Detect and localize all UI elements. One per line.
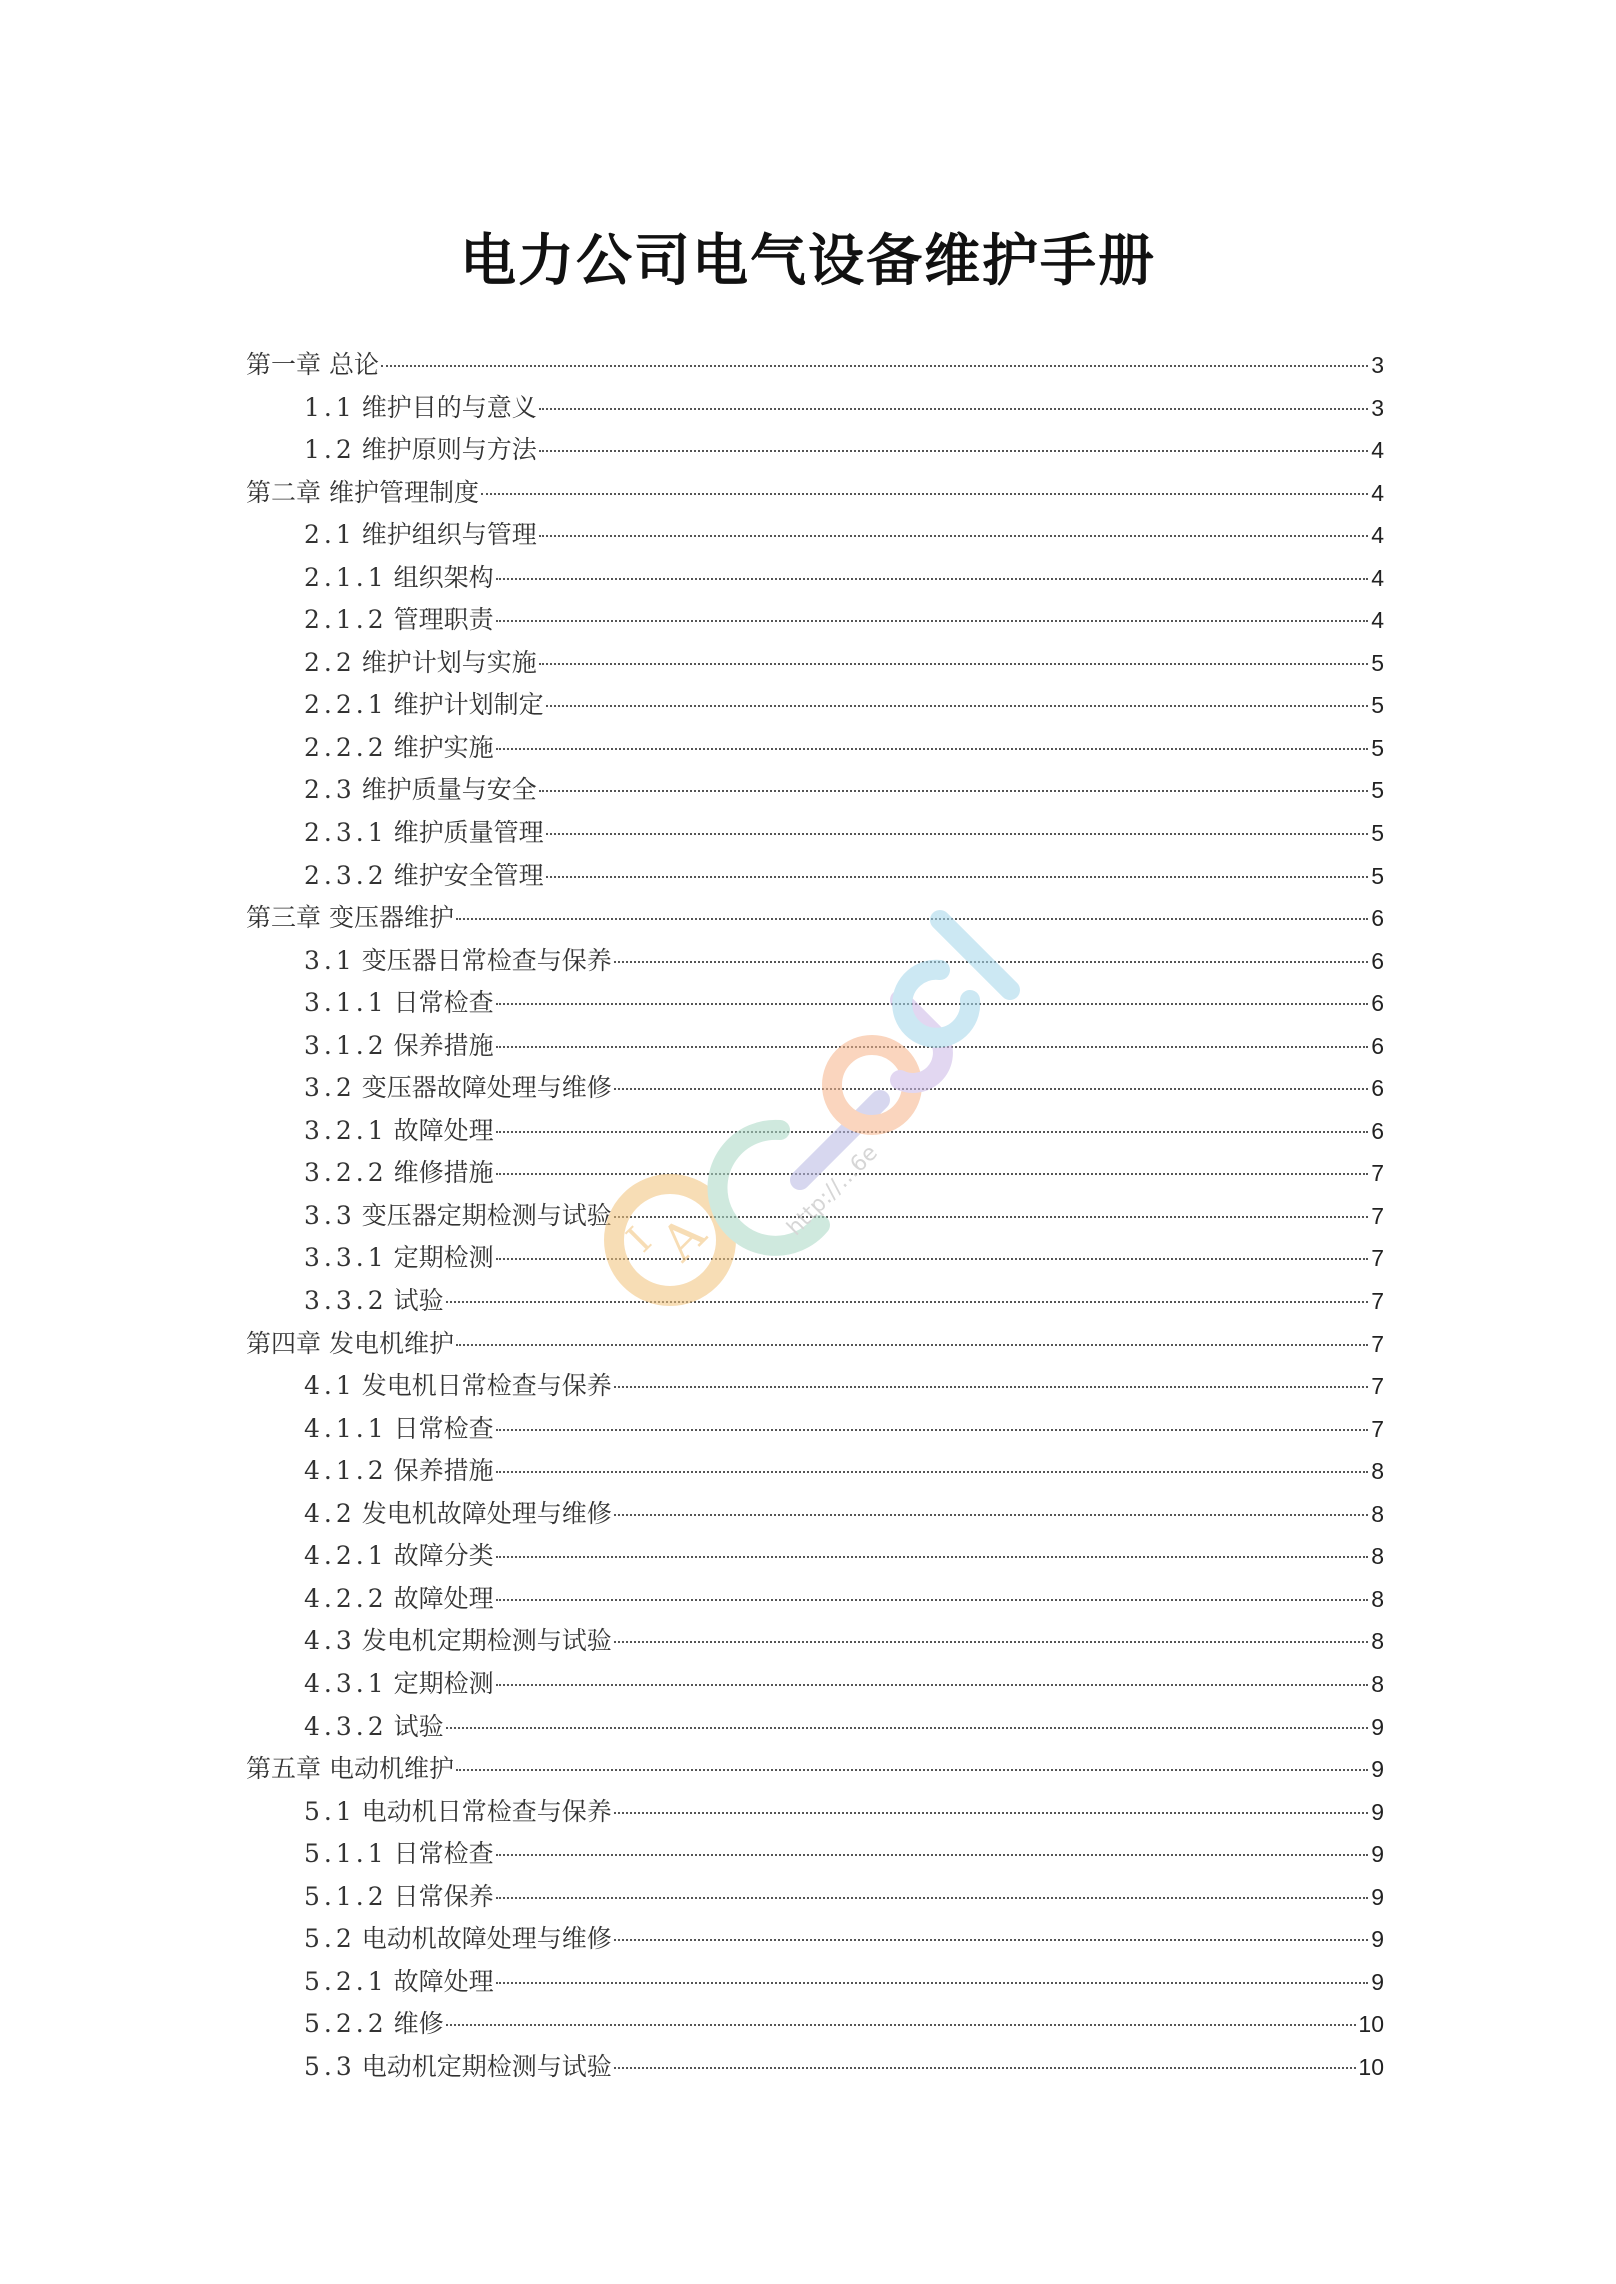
toc-page-number: 7 <box>1371 1415 1384 1442</box>
toc-entry-label: 电动机日常检查与保养 <box>361 1796 612 1826</box>
toc-entry-title <box>304 1365 612 1408</box>
toc-entry-title <box>304 429 537 472</box>
toc-entry[interactable] <box>246 1493 1384 1536</box>
toc-leader-dots <box>539 790 1368 792</box>
toc-entry[interactable] <box>246 727 1384 770</box>
toc-entry[interactable] <box>246 387 1384 430</box>
toc-entry-number: 5.2 <box>304 1924 356 1954</box>
toc-entry-title <box>304 1961 494 2004</box>
toc-entry-label: 维护计划制定 <box>393 690 544 720</box>
toc-page-number: 8 <box>1371 1543 1384 1570</box>
toc-entry-label: 维护质量与安全 <box>361 775 537 805</box>
toc-leader-dots <box>546 876 1368 878</box>
toc-entry[interactable] <box>246 940 1384 983</box>
toc-leader-dots <box>614 1386 1368 1388</box>
toc-entry[interactable] <box>246 1195 1384 1238</box>
toc-entry-title <box>304 1918 612 1961</box>
toc-entry[interactable] <box>246 1578 1384 1621</box>
toc-entry-title <box>304 2046 612 2089</box>
toc-page-number: 3 <box>1371 394 1384 421</box>
toc-entry-label: 第一章 总论 <box>246 350 379 379</box>
toc-entry-number: 3.1 <box>304 945 356 975</box>
toc-leader-dots <box>539 450 1368 452</box>
toc-leader-dots <box>496 578 1368 580</box>
toc-entry-number: 4.3 <box>304 1626 356 1656</box>
toc-entry-number: 5.3 <box>304 2051 356 2081</box>
toc-leader-dots <box>446 1301 1368 1303</box>
toc-leader-dots <box>496 1471 1368 1473</box>
toc-entry-label: 变压器定期检测与试验 <box>361 1200 612 1230</box>
toc-entry[interactable] <box>246 1365 1384 1408</box>
toc-entry-number: 2.1.2 <box>304 605 388 635</box>
toc-entry[interactable] <box>246 1067 1384 1110</box>
toc-leader-dots <box>496 1556 1368 1558</box>
toc-entry[interactable] <box>246 982 1384 1025</box>
toc-entry-title <box>304 1237 494 1280</box>
toc-entry-label: 发电机定期检测与试验 <box>361 1626 612 1656</box>
toc-entry[interactable] <box>246 514 1384 557</box>
toc-entry-number: 2.3 <box>304 775 356 805</box>
toc-entry[interactable] <box>246 1110 1384 1153</box>
toc-entry-number: 3.2 <box>304 1073 356 1103</box>
toc-entry-label: 日常检查 <box>393 988 494 1018</box>
toc-page-number: 7 <box>1371 1288 1384 1315</box>
watermark-letter-i: I <box>618 1218 660 1261</box>
toc-entry-title <box>304 1195 612 1238</box>
toc-leader-dots <box>496 748 1368 750</box>
toc-page-number: 10 <box>1358 2011 1384 2038</box>
toc-entry-label: 维修措施 <box>393 1158 494 1188</box>
toc-entry-title <box>304 1493 612 1536</box>
watermark-letter-a: A <box>650 1205 717 1272</box>
toc-entry-title <box>246 897 454 940</box>
toc-leader-dots <box>381 365 1368 367</box>
toc-entry-label: 故障处理 <box>393 1583 494 1613</box>
toc-entry-number: 2.2 <box>304 647 356 677</box>
toc-entry-number: 1.1 <box>304 392 356 422</box>
toc-leader-dots <box>614 1216 1368 1218</box>
toc-page-number: 4 <box>1371 564 1384 591</box>
toc-entry[interactable] <box>246 429 1384 472</box>
toc-leader-dots <box>546 833 1368 835</box>
toc-entry-label: 日常保养 <box>393 1881 494 1911</box>
toc-entry-title <box>304 1025 494 1068</box>
toc-page-number: 8 <box>1371 1585 1384 1612</box>
toc-entry-label: 电动机故障处理与维修 <box>361 1924 612 1954</box>
toc-leader-dots <box>481 493 1368 495</box>
toc-page-number: 5 <box>1371 692 1384 719</box>
toc-entry-number: 4.1 <box>304 1371 356 1401</box>
toc-entry-label: 定期检测 <box>393 1243 494 1273</box>
toc-page-number: 6 <box>1371 990 1384 1017</box>
toc-entry-number: 4.3.1 <box>304 1668 388 1698</box>
toc-entry-label: 电动机定期检测与试验 <box>361 2051 612 2081</box>
toc-entry[interactable] <box>246 1791 1384 1834</box>
toc-entry-label: 保养措施 <box>393 1030 494 1060</box>
toc-page-number: 4 <box>1371 522 1384 549</box>
toc-entry-title <box>246 1748 454 1791</box>
toc-page-number: 9 <box>1371 1968 1384 1995</box>
toc-leader-dots <box>539 535 1368 537</box>
toc-leader-dots <box>539 663 1368 665</box>
toc-entry[interactable] <box>246 472 1384 515</box>
toc-page-number: 6 <box>1371 947 1384 974</box>
toc-entry-label: 第四章 发电机维护 <box>246 1328 454 1358</box>
toc-entry-number: 2.3.2 <box>304 860 388 890</box>
toc-page-number: 4 <box>1371 607 1384 634</box>
toc-entry-label: 第三章 变压器维护 <box>246 903 454 933</box>
toc-page-number: 7 <box>1371 1160 1384 1187</box>
toc-leader-dots <box>446 1727 1368 1729</box>
toc-leader-dots <box>614 2067 1357 2069</box>
toc-entry[interactable] <box>246 812 1384 855</box>
toc-entry[interactable] <box>246 684 1384 727</box>
toc-entry[interactable] <box>246 1450 1384 1493</box>
toc-entry-label: 保养措施 <box>393 1456 494 1486</box>
toc-entry-number: 5.1.2 <box>304 1881 388 1911</box>
toc-entry-label: 维护原则与方法 <box>361 435 537 465</box>
toc-entry[interactable] <box>246 1025 1384 1068</box>
toc-entry-label: 日常检查 <box>393 1413 494 1443</box>
toc-entry-number: 4.2.2 <box>304 1583 388 1613</box>
toc-entry-label: 维护组织与管理 <box>361 520 537 550</box>
toc-entry-title <box>304 1578 494 1621</box>
toc-page-number: 9 <box>1371 1841 1384 1868</box>
toc-entry-title <box>304 1067 612 1110</box>
toc-entry-title <box>304 1791 612 1834</box>
toc-entry[interactable] <box>246 1918 1384 1961</box>
toc-entry-number: 5.2.2 <box>304 2009 388 2039</box>
toc-leader-dots <box>614 1939 1368 1941</box>
toc-entry-title <box>304 940 612 983</box>
toc-entry-title <box>304 1110 494 1153</box>
toc-entry[interactable] <box>246 1152 1384 1195</box>
toc-leader-dots <box>496 1982 1368 1984</box>
document-title: 电力公司电气设备维护手册 <box>460 229 1156 294</box>
toc-entry-label: 发电机日常检查与保养 <box>361 1371 612 1401</box>
toc-entry-number: 4.2.1 <box>304 1541 388 1571</box>
toc-page-number: 7 <box>1371 1202 1384 1229</box>
toc-entry-label: 维护安全管理 <box>393 860 544 890</box>
toc-entry-number: 3.2.1 <box>304 1115 388 1145</box>
toc-entry[interactable] <box>246 769 1384 812</box>
toc-leader-dots <box>456 1344 1368 1346</box>
toc-entry-label: 试验 <box>393 1711 444 1741</box>
toc-entry-label: 故障分类 <box>393 1541 494 1571</box>
table-of-contents <box>246 344 1384 2088</box>
toc-entry-title <box>304 1833 494 1876</box>
toc-entry-number: 5.2.1 <box>304 1966 388 1996</box>
toc-leader-dots <box>456 918 1368 920</box>
toc-entry[interactable] <box>246 1408 1384 1451</box>
toc-entry-title <box>304 727 494 770</box>
toc-page-number: 5 <box>1371 734 1384 761</box>
toc-entry-label: 维修 <box>393 2009 444 2039</box>
toc-entry-label: 第二章 维护管理制度 <box>246 477 479 507</box>
toc-entry-title <box>304 1620 612 1663</box>
toc-entry-number: 4.1.2 <box>304 1456 388 1486</box>
toc-page-number: 9 <box>1371 1756 1384 1783</box>
toc-entry[interactable] <box>246 1535 1384 1578</box>
toc-entry-title <box>304 387 537 430</box>
toc-entry[interactable] <box>246 642 1384 685</box>
toc-entry-title <box>304 1450 494 1493</box>
toc-entry-title <box>304 1663 494 1706</box>
toc-page-number: 5 <box>1371 649 1384 676</box>
toc-entry-title <box>304 557 494 600</box>
toc-leader-dots <box>614 1641 1368 1643</box>
toc-entry-number: 2.3.1 <box>304 818 388 848</box>
toc-entry[interactable] <box>246 1323 1384 1366</box>
toc-page-number: 9 <box>1371 1713 1384 1740</box>
toc-leader-dots <box>496 1684 1368 1686</box>
toc-entry-title <box>304 769 537 812</box>
toc-leader-dots <box>446 2024 1357 2026</box>
toc-entry-title <box>304 1408 494 1451</box>
toc-entry[interactable] <box>246 344 1384 387</box>
toc-entry-title <box>304 599 494 642</box>
toc-leader-dots <box>546 705 1368 707</box>
toc-page-number: 8 <box>1371 1670 1384 1697</box>
toc-page-number: 9 <box>1371 1926 1384 1953</box>
toc-entry-label: 定期检测 <box>393 1668 494 1698</box>
toc-entry-title <box>304 855 544 898</box>
toc-leader-dots <box>539 408 1368 410</box>
toc-entry-number: 2.1 <box>304 520 356 550</box>
toc-entry-label: 维护质量管理 <box>393 818 544 848</box>
toc-entry[interactable] <box>246 1620 1384 1663</box>
toc-entry-number: 3.3 <box>304 1200 356 1230</box>
toc-leader-dots <box>496 1599 1368 1601</box>
toc-entry-number: 3.2.2 <box>304 1158 388 1188</box>
toc-entry-title <box>304 642 537 685</box>
toc-entry-number: 2.2.1 <box>304 690 388 720</box>
toc-page-number: 9 <box>1371 1883 1384 1910</box>
toc-entry-label: 变压器日常检查与保养 <box>361 945 612 975</box>
toc-entry[interactable] <box>246 1280 1384 1323</box>
toc-leader-dots <box>496 1258 1368 1260</box>
toc-entry-number: 3.1.1 <box>304 988 388 1018</box>
toc-leader-dots <box>496 1131 1368 1133</box>
toc-entry-number: 5.1 <box>304 1796 356 1826</box>
toc-page-number: 5 <box>1371 820 1384 847</box>
toc-leader-dots <box>614 1812 1368 1814</box>
toc-entry-title <box>304 684 544 727</box>
toc-entry-number: 4.2 <box>304 1498 356 1528</box>
toc-entry-label: 维护计划与实施 <box>361 647 537 677</box>
toc-entry-title <box>304 1535 494 1578</box>
toc-entry[interactable] <box>246 1876 1384 1919</box>
toc-entry[interactable] <box>246 1706 1384 1749</box>
toc-entry-title <box>246 472 479 515</box>
toc-entry[interactable] <box>246 1833 1384 1876</box>
toc-entry-number: 5.1.1 <box>304 1839 388 1869</box>
toc-entry-number: 3.3.2 <box>304 1286 388 1316</box>
toc-entry-label: 故障处理 <box>393 1115 494 1145</box>
toc-leader-dots <box>456 1769 1368 1771</box>
toc-page-number: 7 <box>1371 1245 1384 1272</box>
toc-leader-dots <box>614 961 1368 963</box>
toc-page-number: 6 <box>1371 1117 1384 1144</box>
toc-entry-title <box>304 2003 444 2046</box>
toc-entry[interactable] <box>246 2046 1384 2089</box>
toc-leader-dots <box>496 620 1368 622</box>
toc-page-number: 4 <box>1371 479 1384 506</box>
toc-page-number: 6 <box>1371 1075 1384 1102</box>
toc-leader-dots <box>496 1173 1368 1175</box>
toc-page-number: 10 <box>1358 2053 1384 2080</box>
toc-leader-dots <box>496 1003 1368 1005</box>
toc-entry-title <box>304 1706 444 1749</box>
toc-entry-label: 维护目的与意义 <box>361 392 537 422</box>
toc-entry-number: 4.1.1 <box>304 1413 388 1443</box>
toc-entry-title <box>304 514 537 557</box>
toc-entry[interactable] <box>246 1663 1384 1706</box>
toc-page-number: 7 <box>1371 1330 1384 1357</box>
toc-leader-dots <box>614 1088 1368 1090</box>
toc-page-number: 5 <box>1371 777 1384 804</box>
toc-entry[interactable] <box>246 1748 1384 1791</box>
toc-entry[interactable] <box>246 855 1384 898</box>
toc-page-number: 8 <box>1371 1458 1384 1485</box>
toc-page-number: 3 <box>1371 352 1384 378</box>
toc-entry[interactable] <box>246 2003 1384 2046</box>
toc-entry-number: 4.3.2 <box>304 1711 388 1741</box>
toc-entry-number: 3.1.2 <box>304 1030 388 1060</box>
toc-entry-title <box>304 1152 494 1195</box>
toc-page-number: 9 <box>1371 1798 1384 1825</box>
toc-entry-title <box>246 1323 454 1366</box>
toc-entry-number: 3.3.1 <box>304 1243 388 1273</box>
toc-page-number: 4 <box>1371 437 1384 464</box>
toc-entry-label: 管理职责 <box>393 605 494 635</box>
toc-entry[interactable] <box>246 557 1384 600</box>
toc-page-number: 8 <box>1371 1500 1384 1527</box>
toc-entry-label: 变压器故障处理与维修 <box>361 1073 612 1103</box>
toc-entry-label: 维护实施 <box>393 732 494 762</box>
toc-entry-title <box>304 1280 444 1323</box>
toc-entry-title <box>304 812 544 855</box>
toc-entry-title <box>304 1876 494 1919</box>
watermark-url-text: http://…6e <box>782 1140 883 1241</box>
toc-page-number: 7 <box>1371 1373 1384 1400</box>
toc-entry-label: 发电机故障处理与维修 <box>361 1498 612 1528</box>
toc-page-number: 6 <box>1371 905 1384 932</box>
toc-page-number: 8 <box>1371 1628 1384 1655</box>
toc-entry-label: 组织架构 <box>393 562 494 592</box>
toc-leader-dots <box>496 1854 1368 1856</box>
toc-entry-number: 1.2 <box>304 435 356 465</box>
toc-entry-label: 故障处理 <box>393 1966 494 1996</box>
toc-leader-dots <box>496 1897 1368 1899</box>
toc-entry-label: 日常检查 <box>393 1839 494 1869</box>
toc-leader-dots <box>496 1429 1368 1431</box>
toc-entry-number: 2.1.1 <box>304 562 388 592</box>
toc-page-number: 6 <box>1371 1032 1384 1059</box>
toc-entry-number: 2.2.2 <box>304 732 388 762</box>
toc-entry[interactable] <box>246 1237 1384 1280</box>
toc-entry-title <box>246 344 379 387</box>
toc-leader-dots <box>614 1514 1368 1516</box>
toc-entry-title <box>304 982 494 1025</box>
toc-leader-dots <box>496 1046 1368 1048</box>
toc-entry-label: 试验 <box>393 1286 444 1316</box>
toc-entry-label: 第五章 电动机维护 <box>246 1754 454 1784</box>
toc-entry[interactable] <box>246 1961 1384 2004</box>
toc-entry[interactable] <box>246 897 1384 940</box>
toc-page-number: 5 <box>1371 862 1384 889</box>
toc-entry[interactable] <box>246 599 1384 642</box>
